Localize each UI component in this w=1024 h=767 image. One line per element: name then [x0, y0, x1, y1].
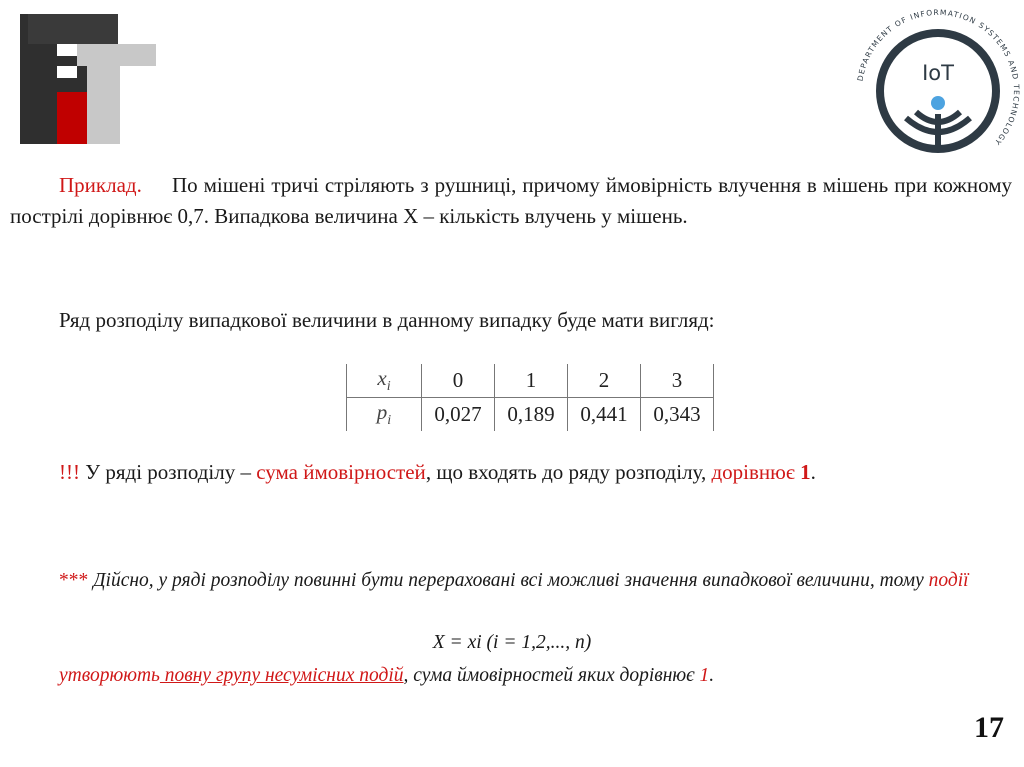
sum-note [10, 457, 1012, 488]
formula: X = xi (i = 1,2,..., n) [432, 632, 592, 653]
example-text: По мішені тричі стріляють з рушниці, причому ймовірність влучення в мішень при кожному пострілі дорівнює 0,7. Випадкова величина X – кількість влучень у мішень. [10, 173, 1012, 228]
note-highlight: сума ймовірностей [256, 460, 426, 484]
p-value: 0,189 [495, 398, 568, 432]
conclusion-underlined: повну групу несумісних подій [159, 665, 404, 686]
conclusion-end: . [709, 665, 715, 686]
example-paragraph [10, 170, 1012, 232]
row-label-x: $x_i$ [347, 364, 422, 398]
remark-paragraph [10, 565, 1012, 596]
note-text-2: , що входять до ряду розподілу, [425, 460, 707, 484]
series-intro: Ряд розподілу випадкової величини в данному випадку буде мати вигляд: [59, 308, 715, 332]
conclusion-red: утворюють [59, 665, 160, 686]
ft-logo [20, 14, 156, 144]
remark-events: події [928, 570, 969, 591]
remark-text: Дійсно, у ряді розподілу повинні бути перераховані всі можливі значення випадкової величини, тому [93, 570, 924, 591]
note-one: 1 [800, 460, 811, 484]
example-label: Приклад. [59, 173, 142, 197]
table-row [347, 398, 714, 432]
logo-ring-text: DEPARTMENT OF INFORMATION SYSTEMS AND TECHNOLOGY [855, 8, 1022, 148]
note-text: У ряді розподілу – [85, 460, 251, 484]
x-value: 0 [422, 364, 495, 398]
p-value: 0,441 [568, 398, 641, 432]
iot-dot-icon [931, 96, 945, 110]
row-label-p: $p_i$ [347, 398, 422, 432]
iot-department-logo [852, 8, 1024, 174]
p-value: 0,027 [422, 398, 495, 432]
note-marks: !!! [59, 460, 80, 484]
x-value: 1 [495, 364, 568, 398]
note-highlight-2: дорівнює [711, 460, 795, 484]
x-value: 2 [568, 364, 641, 398]
note-end: . [810, 460, 816, 484]
conclusion-text: , сума ймовірностей яких дорівнює [403, 665, 695, 686]
conclusion [59, 660, 1019, 691]
page-number: 17 [974, 711, 1004, 744]
p-value: 0,343 [641, 398, 714, 432]
remark-stars: *** [59, 570, 89, 591]
distribution-table [346, 364, 714, 431]
x-value: 3 [641, 364, 714, 398]
conclusion-one: 1 [699, 665, 710, 686]
table-row [347, 364, 714, 398]
iot-logo-text: IoT [922, 61, 954, 85]
